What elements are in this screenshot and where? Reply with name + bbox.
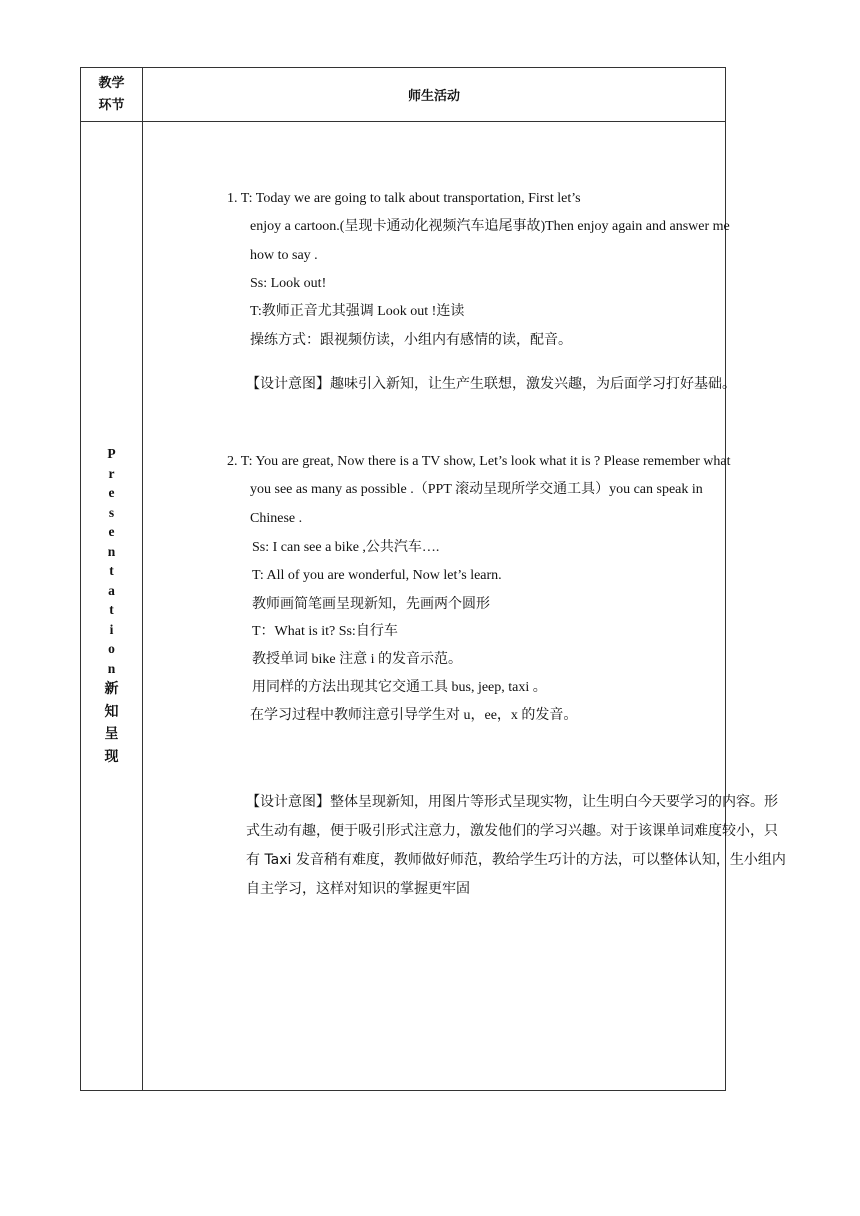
part2-line: Ss: I can see a bike ,公共汽车…. — [252, 540, 440, 555]
header-activities: 师生活动 — [143, 68, 726, 122]
part1-line: 1. T: Today we are going to talk about transportation, First let’s — [227, 191, 581, 206]
lesson-plan-table — [80, 67, 786, 1091]
activities-cell — [143, 122, 786, 1091]
part1-line: Ss: Look out! — [250, 276, 327, 291]
part1-line: 操练方式：跟视频仿读，小组内有感情的读，配音。 — [250, 332, 572, 348]
part1-line: how to say . — [250, 248, 318, 263]
table-body-row — [81, 122, 726, 1091]
header-teaching-stage-label: 教学 环节 — [98, 75, 125, 113]
table-header-row — [81, 68, 726, 122]
header-teaching-stage — [81, 68, 143, 122]
stage-label-english: P r e s e n t a t i o n — [107, 446, 116, 676]
part2-line: 在学习过程中教师注意引导学生对 u，ee，x 的发音。 — [250, 708, 578, 723]
part1-line: enjoy a cartoon.(呈现卡通动化视频汽车追尾事故)Then enjoy again and answer me — [250, 219, 730, 234]
part2-line: 教师画简笔画呈现新知，先画两个圆形 — [252, 596, 490, 612]
part2-line: 2. T: You are great, Now there is a TV show, Let’s look what it is ? Please remember what — [227, 454, 731, 469]
part2-line: T：What is it? Ss:自行车 — [252, 624, 398, 639]
part2-line: 用同样的方法出现其它交通工具 bus, jeep, taxi 。 — [252, 680, 547, 695]
part1-design-intent: 【设计意图】趣味引入新知，让生产生联想，激发兴趣，为后面学习打好基础。 — [246, 376, 736, 392]
part2-line: Chinese . — [250, 511, 303, 526]
part2-line: you see as many as possible .（PPT 滚动呈现所学交通工具）you can speak in — [250, 482, 703, 497]
stage-label-chinese: 新 知 呈 现 — [104, 681, 119, 765]
part2-design-intent: 【设计意图】整体呈现新知，用图片等形式呈现实物，让生明白今天要学习的内容。形式生动有趣，便于吸引形式注意力，激发他们的学习兴趣。对于该课单词难度较小，只有 Taxi 发音稍有难度，教师做好师范，教给学生巧计的方法，可以整体认知，生小组内自主学习，这样对知识的掌握更牢固 — [246, 794, 786, 897]
stage-cell — [81, 122, 143, 1091]
part1-line: T:教师正音尤其强调 Look out !连读 — [250, 304, 465, 319]
part2-line: 教授单词 bike 注意 i 的发音示范。 — [252, 652, 462, 667]
part2-line: T: All of you are wonderful, Now let’s learn. — [252, 568, 502, 583]
